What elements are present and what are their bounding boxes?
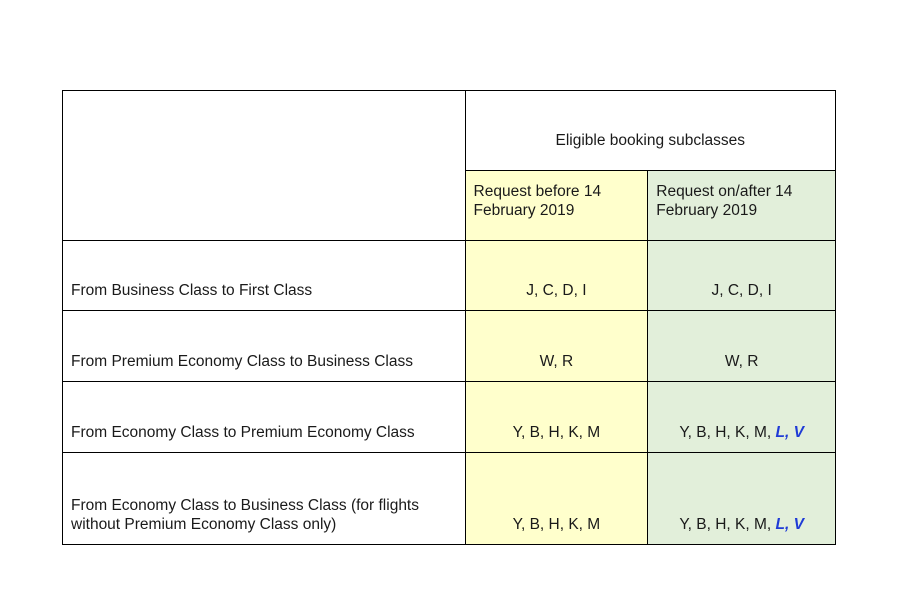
row-after-base: Y, B, H, K, M, (679, 516, 776, 533)
row-before-value: W, R (465, 311, 648, 382)
row-after-value (648, 382, 836, 453)
header-row-group (63, 91, 836, 171)
row-after-extra: L, V (775, 424, 804, 441)
group-header: Eligible booking subclasses (465, 91, 835, 171)
row-before-value: Y, B, H, K, M (465, 382, 648, 453)
row-description: From Business Class to First Class (63, 241, 466, 311)
row-description: From Economy Class to Business Class (for flights without Premium Economy Class only) (63, 453, 466, 545)
row-before-value: J, C, D, I (465, 241, 648, 311)
booking-subclass-table (62, 90, 836, 545)
blank-header-cell (63, 91, 466, 241)
row-after-value (648, 453, 836, 545)
col-before-header: Request before 14 February 2019 (465, 171, 648, 241)
table-row (63, 453, 836, 545)
row-after-base: W, R (724, 353, 759, 370)
row-description: From Economy Class to Premium Economy Class (63, 382, 466, 453)
table-row (63, 382, 836, 453)
col-after-header: Request on/after 14 February 2019 (648, 171, 836, 241)
row-after-base: J, C, D, I (711, 282, 772, 299)
row-description: From Premium Economy Class to Business Class (63, 311, 466, 382)
row-after-value (648, 311, 836, 382)
table-row (63, 241, 836, 311)
row-after-extra: L, V (775, 516, 804, 533)
row-before-value: Y, B, H, K, M (465, 453, 648, 545)
row-after-base: Y, B, H, K, M, (679, 424, 776, 441)
table-row (63, 311, 836, 382)
row-after-value (648, 241, 836, 311)
